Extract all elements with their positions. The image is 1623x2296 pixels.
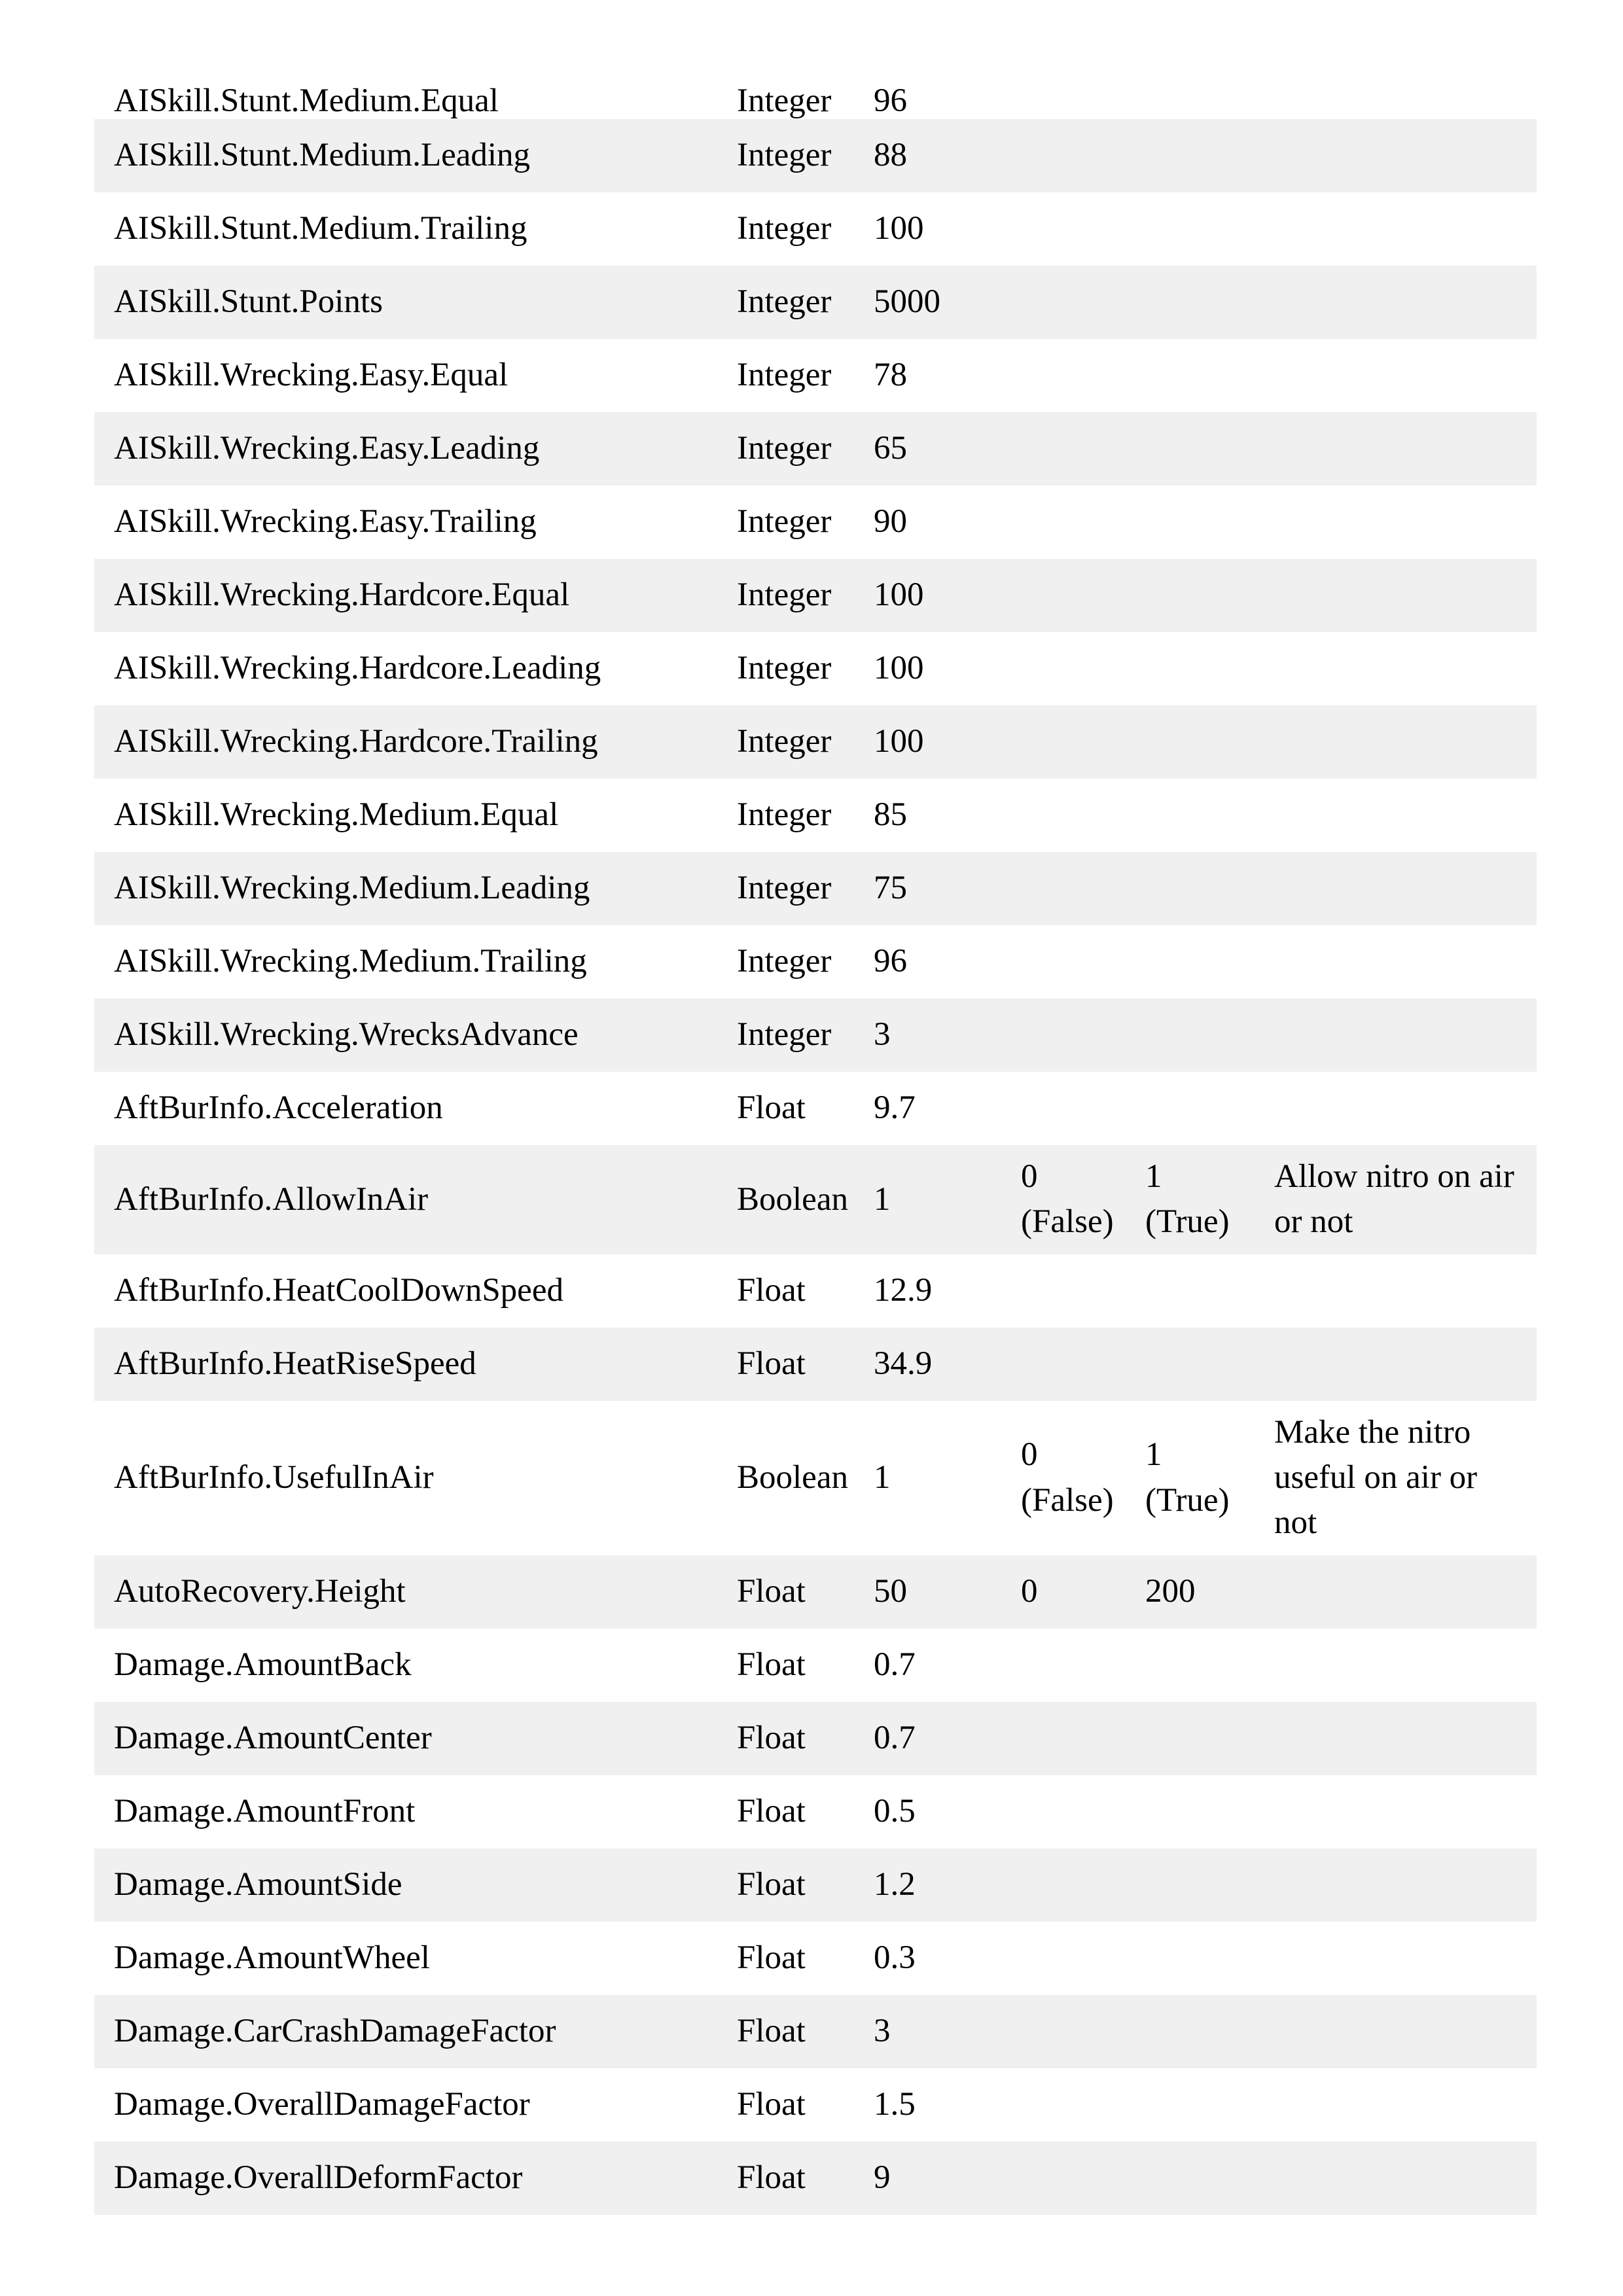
param-value-cell: 9 bbox=[874, 2159, 891, 2197]
param-type-cell: Float bbox=[737, 1939, 806, 1977]
param-min-cell bbox=[1001, 2022, 1126, 2041]
param-max-cell bbox=[1126, 366, 1255, 385]
param-value-cell: 1 bbox=[874, 1180, 891, 1218]
param-max-cell bbox=[1126, 220, 1255, 238]
param-min-cell bbox=[1001, 586, 1126, 605]
param-type-cell: Integer bbox=[737, 1016, 832, 1053]
table-row bbox=[94, 1995, 1537, 2068]
param-name-cell: Damage.AmountCenter bbox=[114, 1720, 432, 1757]
param-name-cell: AISkill.Stunt.Medium.Equal bbox=[114, 82, 499, 119]
param-type-cell: Float bbox=[737, 1720, 806, 1757]
param-value-cell: 90 bbox=[874, 503, 907, 540]
param-type-cell: Integer bbox=[737, 943, 832, 980]
param-description-cell bbox=[1255, 879, 1537, 898]
table-row bbox=[94, 486, 1537, 559]
param-description-cell bbox=[1255, 2096, 1537, 2114]
param-description-cell bbox=[1255, 1282, 1537, 1300]
param-max-cell bbox=[1126, 1560, 1255, 1623]
param-name-cell: AftBurInfo.UsefulInAir bbox=[114, 1459, 434, 1496]
table-row bbox=[94, 2142, 1537, 2215]
param-description-cell bbox=[1255, 440, 1537, 458]
param-type-cell: Float bbox=[737, 2013, 806, 2050]
param-type-cell: Integer bbox=[737, 723, 832, 760]
param-name-cell: AISkill.Wrecking.Hardcore.Leading bbox=[114, 650, 601, 687]
table-row bbox=[94, 925, 1537, 998]
param-value-cell: 5000 bbox=[874, 283, 940, 321]
param-value-cell: 0.3 bbox=[874, 1939, 916, 1977]
param-type-cell: Float bbox=[737, 2159, 806, 2197]
param-name-cell: Damage.CarCrashDamageFactor bbox=[114, 2013, 556, 2050]
param-value-cell: 1.5 bbox=[874, 2086, 916, 2123]
param-max-cell-label: (True) bbox=[1145, 1481, 1230, 1519]
param-name-cell: AISkill.Stunt.Medium.Trailing bbox=[114, 210, 527, 247]
param-min-cell bbox=[1001, 1423, 1126, 1532]
param-type-cell: Float bbox=[737, 1866, 806, 1903]
param-description-cell bbox=[1255, 1026, 1537, 1044]
param-name-cell: AISkill.Stunt.Medium.Leading bbox=[114, 137, 531, 174]
param-max-cell bbox=[1126, 2096, 1255, 2114]
param-description-cell: Make the nitro useful on air or not bbox=[1274, 1413, 1478, 1542]
param-min-cell bbox=[1001, 2096, 1126, 2114]
param-min-cell bbox=[1001, 366, 1126, 385]
param-min-cell bbox=[1001, 1560, 1126, 1623]
param-value-cell: 1.2 bbox=[874, 1866, 916, 1903]
param-max-cell bbox=[1126, 147, 1255, 165]
param-max-cell bbox=[1126, 2169, 1255, 2187]
param-value-cell: 88 bbox=[874, 137, 907, 174]
param-max-cell bbox=[1126, 660, 1255, 678]
table-row bbox=[94, 79, 1537, 119]
param-min-cell bbox=[1001, 1803, 1126, 1821]
param-description-cell bbox=[1255, 1583, 1537, 1601]
param-name-cell: AftBurInfo.AllowInAir bbox=[114, 1180, 429, 1218]
param-description-cell bbox=[1255, 953, 1537, 971]
param-value-cell: 100 bbox=[874, 210, 924, 247]
table-row bbox=[94, 852, 1537, 925]
param-min-cell bbox=[1001, 953, 1126, 971]
param-max-cell bbox=[1126, 1729, 1255, 1748]
param-description-cell bbox=[1255, 1355, 1537, 1373]
param-value-cell: 78 bbox=[874, 357, 907, 394]
param-value-cell: 75 bbox=[874, 870, 907, 907]
param-min-cell bbox=[1001, 1876, 1126, 1894]
param-max-cell bbox=[1126, 1099, 1255, 1118]
param-name-cell: Damage.AmountFront bbox=[114, 1793, 416, 1830]
param-description-cell bbox=[1255, 1656, 1537, 1674]
param-description-cell bbox=[1255, 366, 1537, 385]
param-max-cell-value: 1 bbox=[1145, 1158, 1162, 1195]
param-max-cell bbox=[1126, 440, 1255, 458]
param-value-cell: 100 bbox=[874, 723, 924, 760]
param-name-cell: AftBurInfo.HeatCoolDownSpeed bbox=[114, 1272, 563, 1309]
table-row bbox=[94, 1555, 1537, 1629]
table-row bbox=[94, 559, 1537, 632]
param-value-cell: 12.9 bbox=[874, 1272, 933, 1309]
table-row bbox=[94, 2068, 1537, 2142]
table-row bbox=[94, 412, 1537, 486]
param-type-cell: Float bbox=[737, 1345, 806, 1383]
param-max-cell-value: 200 bbox=[1145, 1573, 1196, 1610]
param-name-cell: Damage.AmountSide bbox=[114, 1866, 402, 1903]
param-min-cell bbox=[1001, 1026, 1126, 1044]
table-row bbox=[94, 1401, 1537, 1555]
param-type-cell: Integer bbox=[737, 430, 832, 467]
param-min-cell-value: 0 bbox=[1021, 1573, 1038, 1610]
table-row bbox=[94, 1702, 1537, 1775]
param-min-cell bbox=[1001, 293, 1126, 311]
param-max-cell bbox=[1126, 1803, 1255, 1821]
param-min-cell bbox=[1001, 220, 1126, 238]
param-value-cell: 96 bbox=[874, 82, 907, 119]
param-type-cell: Integer bbox=[737, 796, 832, 834]
param-min-cell bbox=[1001, 513, 1126, 531]
param-min-cell bbox=[1001, 806, 1126, 824]
table-row bbox=[94, 1775, 1537, 1848]
param-description-cell bbox=[1255, 1949, 1537, 1968]
param-max-cell bbox=[1126, 1423, 1255, 1532]
param-max-cell bbox=[1126, 513, 1255, 531]
param-name-cell: AISkill.Wrecking.Easy.Trailing bbox=[114, 503, 537, 540]
param-name-cell: AISkill.Wrecking.Medium.Trailing bbox=[114, 943, 587, 980]
param-value-cell: 50 bbox=[874, 1573, 907, 1610]
table-row bbox=[94, 1254, 1537, 1328]
table-row bbox=[94, 998, 1537, 1072]
param-max-cell bbox=[1126, 1656, 1255, 1674]
param-min-cell-value: 0 bbox=[1021, 1158, 1038, 1195]
param-name-cell: AISkill.Wrecking.Medium.Equal bbox=[114, 796, 559, 834]
param-name-cell: AutoRecovery.Height bbox=[114, 1573, 406, 1610]
param-min-cell-value: 0 bbox=[1021, 1436, 1038, 1474]
param-description-cell bbox=[1255, 513, 1537, 531]
param-max-cell bbox=[1126, 1026, 1255, 1044]
param-value-cell: 0.7 bbox=[874, 1646, 916, 1684]
param-max-cell bbox=[1126, 733, 1255, 751]
param-value-cell: 3 bbox=[874, 1016, 891, 1053]
table-row bbox=[94, 339, 1537, 412]
param-value-cell: 3 bbox=[874, 2013, 891, 2050]
param-max-cell bbox=[1126, 953, 1255, 971]
param-min-cell-label: (False) bbox=[1021, 1481, 1114, 1519]
table-row bbox=[94, 192, 1537, 266]
table-row bbox=[94, 1629, 1537, 1702]
param-type-cell: Float bbox=[737, 2086, 806, 2123]
param-type-cell: Integer bbox=[737, 210, 832, 247]
param-value-cell: 96 bbox=[874, 943, 907, 980]
table-row bbox=[94, 632, 1537, 705]
table-row bbox=[94, 1072, 1537, 1145]
param-max-cell bbox=[1126, 586, 1255, 605]
param-max-cell bbox=[1126, 879, 1255, 898]
param-type-cell: Integer bbox=[737, 503, 832, 540]
param-min-cell bbox=[1001, 1145, 1126, 1254]
param-max-cell bbox=[1126, 1876, 1255, 1894]
param-name-cell: AISkill.Wrecking.Hardcore.Equal bbox=[114, 576, 570, 614]
param-type-cell: Integer bbox=[737, 283, 832, 321]
param-name-cell: Damage.OverallDeformFactor bbox=[114, 2159, 523, 2197]
param-min-cell bbox=[1001, 147, 1126, 165]
param-min-cell bbox=[1001, 733, 1126, 751]
param-description-cell bbox=[1255, 2169, 1537, 2187]
param-name-cell: AISkill.Stunt.Points bbox=[114, 283, 383, 321]
table-row bbox=[94, 779, 1537, 852]
param-min-cell bbox=[1001, 440, 1126, 458]
table-row bbox=[94, 119, 1537, 192]
param-name-cell: Damage.OverallDamageFactor bbox=[114, 2086, 530, 2123]
param-min-cell bbox=[1001, 1099, 1126, 1118]
table-row bbox=[94, 1922, 1537, 1995]
param-max-cell bbox=[1126, 1355, 1255, 1373]
param-type-cell: Integer bbox=[737, 357, 832, 394]
param-value-cell: 85 bbox=[874, 796, 907, 834]
param-description-cell bbox=[1255, 733, 1537, 751]
param-min-cell bbox=[1001, 879, 1126, 898]
param-max-cell bbox=[1126, 1949, 1255, 1968]
param-name-cell: AISkill.Wrecking.Medium.Leading bbox=[114, 870, 590, 907]
param-type-cell: Float bbox=[737, 1573, 806, 1610]
param-max-cell bbox=[1126, 1145, 1255, 1254]
param-name-cell: AftBurInfo.HeatRiseSpeed bbox=[114, 1345, 476, 1383]
param-min-cell bbox=[1001, 2169, 1126, 2187]
param-max-cell bbox=[1126, 1282, 1255, 1300]
param-description-cell bbox=[1255, 660, 1537, 678]
param-max-cell bbox=[1126, 2022, 1255, 2041]
param-type-cell: Integer bbox=[737, 650, 832, 687]
param-min-cell-label: (False) bbox=[1021, 1203, 1114, 1241]
param-min-cell bbox=[1001, 1729, 1126, 1748]
param-max-cell bbox=[1126, 806, 1255, 824]
param-description-cell bbox=[1255, 1729, 1537, 1748]
param-min-cell bbox=[1001, 1949, 1126, 1968]
param-value-cell: 0.7 bbox=[874, 1720, 916, 1757]
param-min-cell bbox=[1001, 1656, 1126, 1674]
param-max-cell bbox=[1126, 293, 1255, 311]
param-type-cell: Float bbox=[737, 1089, 806, 1127]
table-row bbox=[94, 1328, 1537, 1401]
param-description-cell bbox=[1255, 1803, 1537, 1821]
param-value-cell: 1 bbox=[874, 1459, 891, 1496]
param-description-cell bbox=[1255, 586, 1537, 605]
param-min-cell bbox=[1001, 1355, 1126, 1373]
param-max-cell-value: 1 bbox=[1145, 1436, 1162, 1474]
param-name-cell: Damage.AmountWheel bbox=[114, 1939, 430, 1977]
table-row bbox=[94, 1848, 1537, 1922]
table-row bbox=[94, 266, 1537, 339]
param-type-cell: Integer bbox=[737, 82, 832, 119]
param-type-cell: Boolean bbox=[737, 1459, 848, 1496]
param-type-cell: Integer bbox=[737, 137, 832, 174]
param-value-cell: 9.7 bbox=[874, 1089, 916, 1127]
param-min-cell bbox=[1001, 660, 1126, 678]
param-type-cell: Integer bbox=[737, 576, 832, 614]
param-name-cell: AftBurInfo.Acceleration bbox=[114, 1089, 443, 1127]
param-type-cell: Integer bbox=[737, 870, 832, 907]
param-value-cell: 65 bbox=[874, 430, 907, 467]
param-name-cell: AISkill.Wrecking.Hardcore.Trailing bbox=[114, 723, 598, 760]
param-description-cell bbox=[1255, 147, 1537, 165]
param-value-cell: 34.9 bbox=[874, 1345, 933, 1383]
param-type-cell: Boolean bbox=[737, 1180, 848, 1218]
param-description-cell bbox=[1255, 806, 1537, 824]
param-max-cell-label: (True) bbox=[1145, 1203, 1230, 1241]
param-description-cell bbox=[1255, 1876, 1537, 1894]
param-value-cell: 0.5 bbox=[874, 1793, 916, 1830]
parameters-table bbox=[94, 79, 1537, 2215]
param-name-cell: AISkill.Wrecking.Easy.Equal bbox=[114, 357, 508, 394]
param-name-cell: AISkill.Wrecking.Easy.Leading bbox=[114, 430, 540, 467]
param-description-cell bbox=[1255, 293, 1537, 311]
param-value-cell: 100 bbox=[874, 650, 924, 687]
param-description-cell: Allow nitro on air or not bbox=[1274, 1158, 1514, 1241]
param-description-cell bbox=[1255, 2022, 1537, 2041]
param-value-cell: 100 bbox=[874, 576, 924, 614]
table-row bbox=[94, 705, 1537, 779]
param-name-cell: Damage.AmountBack bbox=[114, 1646, 412, 1684]
param-type-cell: Float bbox=[737, 1646, 806, 1684]
param-description-cell bbox=[1255, 220, 1537, 238]
param-type-cell: Float bbox=[737, 1793, 806, 1830]
param-description-cell bbox=[1255, 1099, 1537, 1118]
table-row bbox=[94, 1145, 1537, 1254]
param-type-cell: Float bbox=[737, 1272, 806, 1309]
param-min-cell bbox=[1001, 1282, 1126, 1300]
param-name-cell: AISkill.Wrecking.WrecksAdvance bbox=[114, 1016, 579, 1053]
